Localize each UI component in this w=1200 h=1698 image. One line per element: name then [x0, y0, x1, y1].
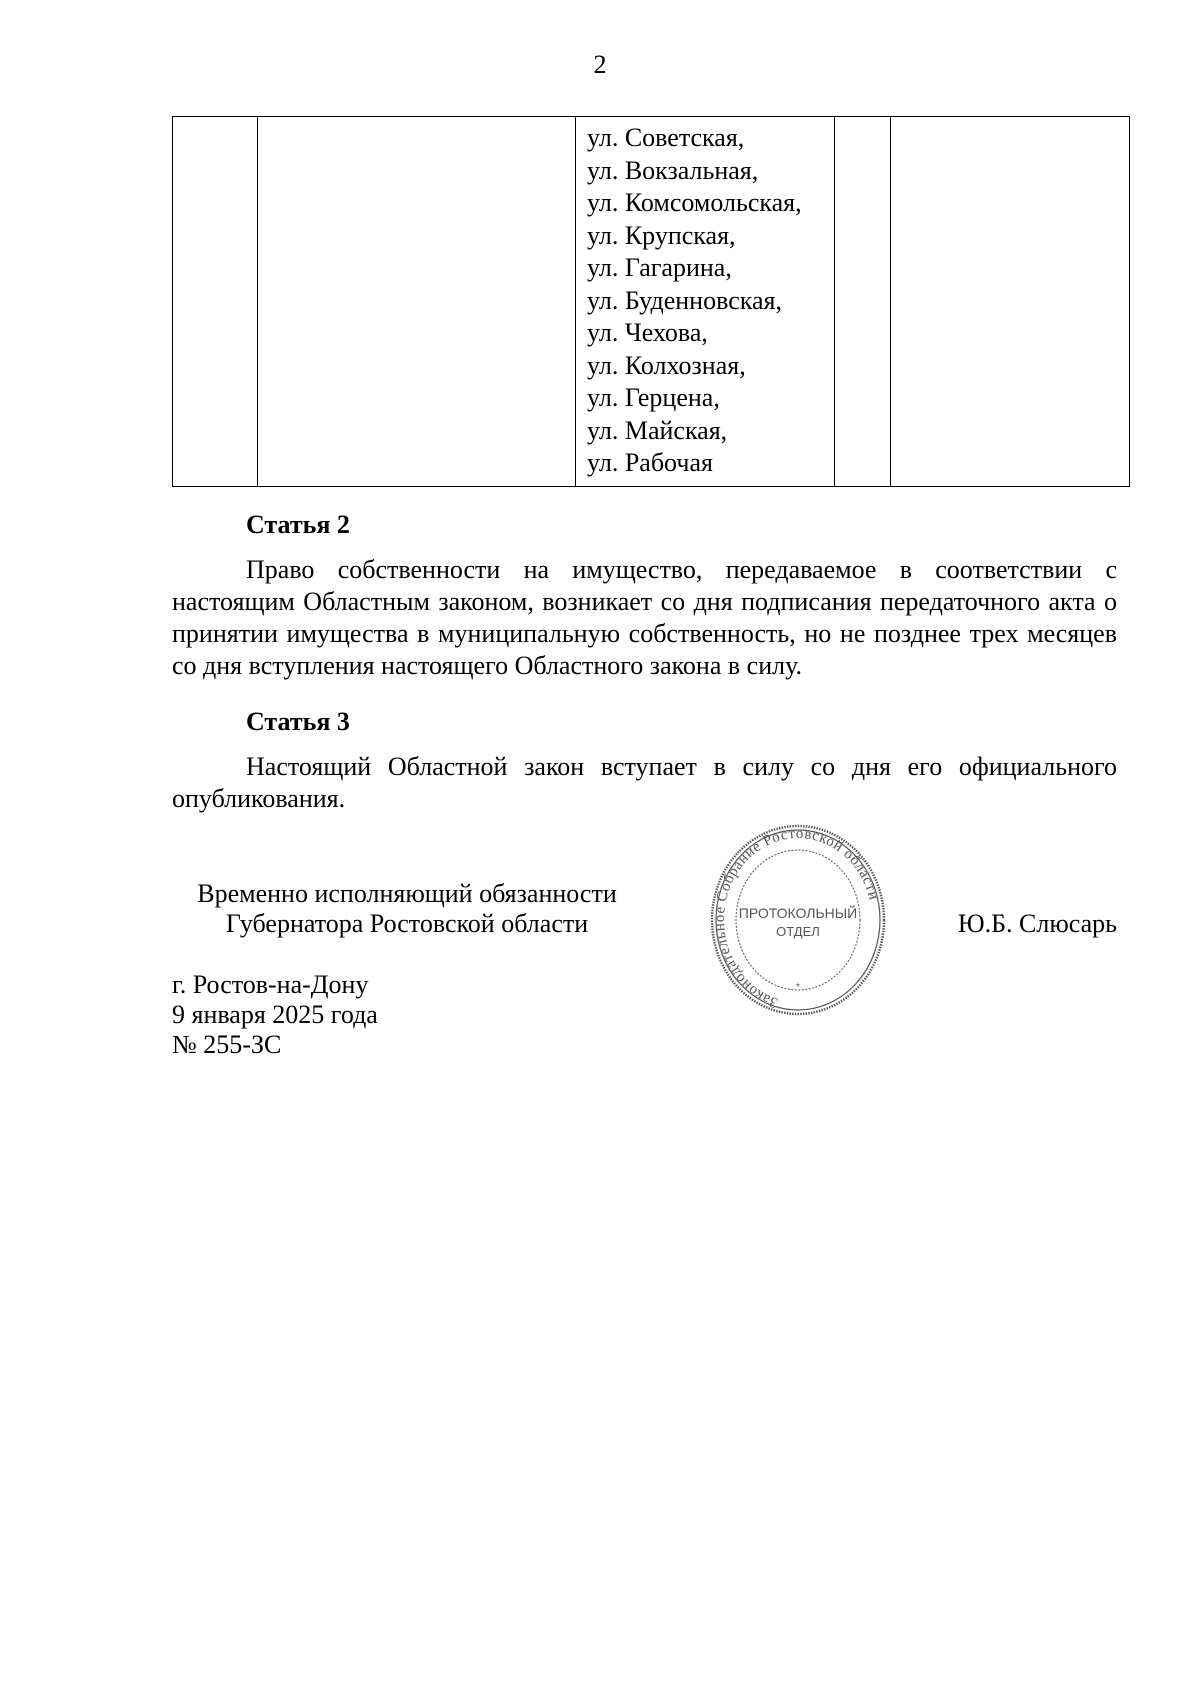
svg-text:*: * — [796, 982, 800, 993]
date: 9 января 2025 года — [172, 1000, 378, 1029]
article-3-heading: Статья 3 — [246, 707, 350, 736]
signatory-position — [172, 879, 642, 939]
table-cell-number — [173, 117, 258, 487]
table-cell-note — [891, 117, 1130, 487]
street-item: ул. Майская, — [587, 415, 728, 445]
street-item: ул. Крупская, — [587, 220, 736, 250]
table-cell-name — [258, 117, 576, 487]
article-2-text: Право собственности на имущество, передаваемое в соответствии с настоящим Областным законом, возникает со дня подписания передаточного акта о принятии имущества в муниципальную собственность, но не позднее трех месяцев со дня вступления настоящего Областного закона в силу. — [172, 555, 1117, 680]
street-item: ул. Буденновская, — [587, 285, 782, 315]
street-item: ул. Вокзальная, — [587, 155, 759, 185]
official-stamp-icon — [708, 822, 888, 1018]
svg-text:Законодательное Собрание Росто: Законодательное Собрание Ростовской области — [711, 825, 882, 1011]
street-item: ул. Герцена, — [587, 383, 720, 412]
table-cell-address — [576, 117, 835, 487]
street-item: ул. Рабочая — [587, 448, 713, 477]
table-row — [173, 117, 1130, 487]
place-and-date — [172, 970, 378, 1060]
stamp-center-line2: ОТДЕЛ — [776, 924, 820, 939]
street-item: ул. Колхозная, — [587, 350, 746, 380]
table-cell-quantity — [835, 117, 891, 487]
street-item: ул. Комсомольская, — [587, 188, 802, 217]
stamp-center-line1: ПРОТОКОЛЬНЫЙ — [738, 905, 858, 921]
article-3-text: Настоящий Областной закон вступает в силу со дня его официального опубликования. — [172, 752, 1117, 813]
city: г. Ростов-на-Дону — [172, 970, 369, 999]
street-list — [576, 117, 834, 486]
street-item: ул. Гагарина, — [587, 253, 732, 282]
street-item: ул. Чехова, — [587, 318, 708, 347]
article-2-heading: Статья 2 — [246, 510, 350, 539]
page-number: 2 — [593, 50, 607, 79]
signatory-position-line1: Временно исполняющий обязанности — [197, 879, 617, 908]
document-number: № 255-ЗС — [172, 1030, 282, 1059]
signatory-position-line2: Губернатора Ростовской области — [225, 909, 589, 938]
street-table — [172, 116, 1130, 487]
street-item: ул. Советская, — [587, 123, 745, 152]
signatory-name: Ю.Б. Слюсарь — [957, 909, 1117, 938]
